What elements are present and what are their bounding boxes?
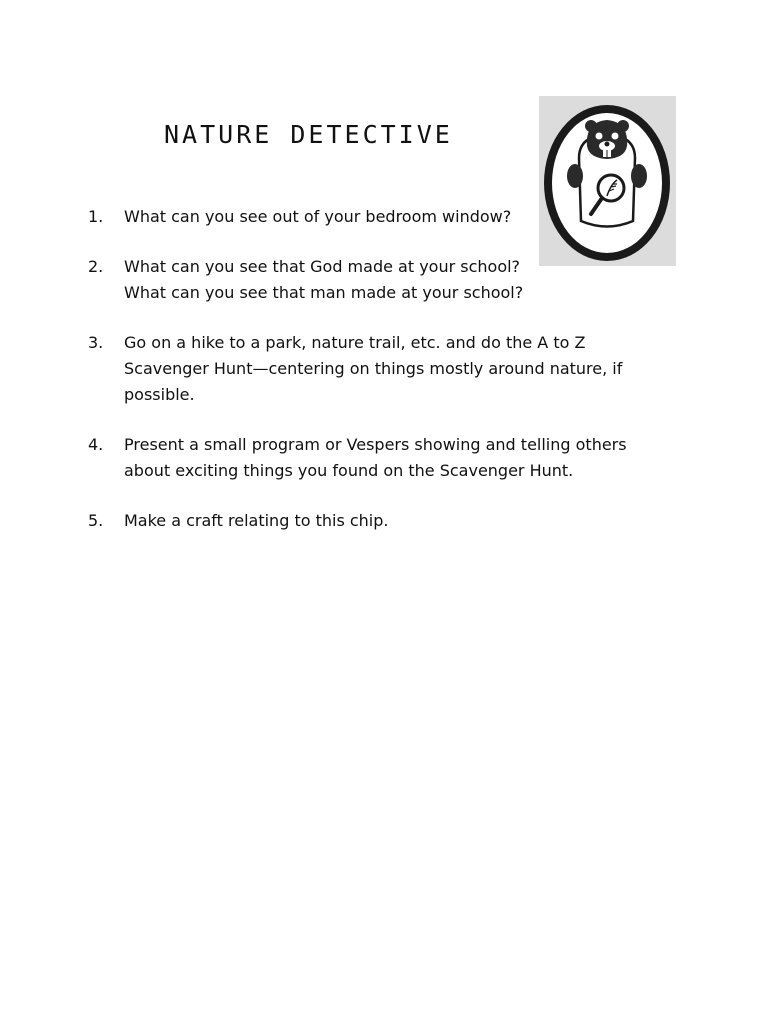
item-number: 3. (88, 333, 104, 352)
item-number: 5. (88, 511, 104, 530)
task-list (88, 204, 668, 558)
list-item (88, 330, 668, 408)
list-item (88, 204, 668, 230)
item-line: What can you see that man made at your school? (124, 283, 524, 302)
item-line: possible. (124, 385, 195, 404)
item-line: Present a small program or Vespers showing and telling others (124, 435, 627, 454)
list-item (88, 508, 668, 534)
item-line: What can you see out of your bedroom window? (124, 207, 512, 226)
item-text (124, 508, 668, 534)
list-item (88, 254, 668, 306)
item-text (124, 254, 668, 306)
item-text (124, 432, 668, 484)
list-item (88, 432, 668, 484)
item-text (124, 330, 668, 408)
item-line: Make a craft relating to this chip. (124, 511, 389, 530)
item-number: 1. (88, 207, 104, 226)
item-number: 4. (88, 435, 104, 454)
item-text (124, 204, 668, 230)
item-line: Go on a hike to a park, nature trail, etc. and do the A to Z (124, 333, 586, 352)
item-line: What can you see that God made at your school? (124, 257, 521, 276)
item-line: Scavenger Hunt—centering on things mostly around nature, if (124, 359, 623, 378)
page-title: NATURE DETECTIVE (164, 120, 453, 149)
item-line: about exciting things you found on the Scavenger Hunt. (124, 461, 574, 480)
item-number: 2. (88, 257, 104, 276)
